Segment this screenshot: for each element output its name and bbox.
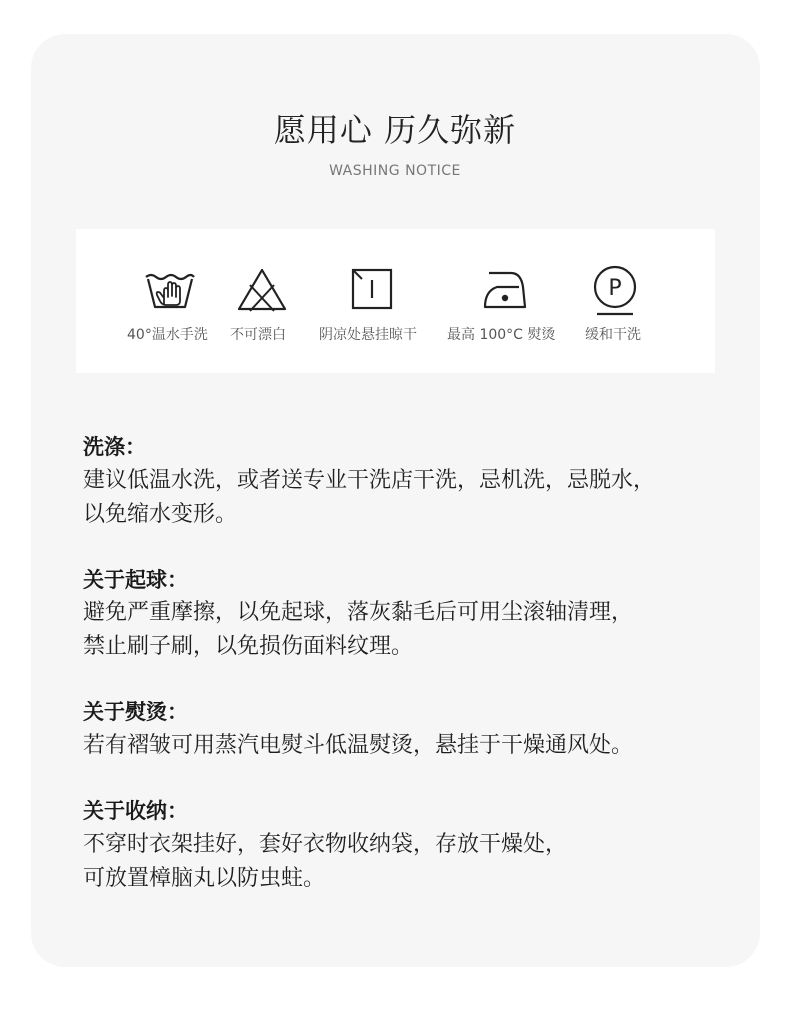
- washing-section-title: 洗涤：: [83, 435, 146, 459]
- storage-section-title: 关于收纳：: [83, 799, 188, 823]
- page-title: 愿用心 历久弥新: [273, 111, 517, 149]
- line-dry-shade-label: 阴凉处悬挂晾干: [319, 327, 417, 343]
- pilling-section-title: 关于起球：: [83, 568, 188, 592]
- iron-label: 最高 100°C 熨烫: [447, 327, 556, 343]
- svg-text:P: P: [608, 276, 622, 301]
- page-subtitle: WASHING NOTICE: [329, 163, 461, 179]
- care-icons-panel: [76, 229, 715, 373]
- no-bleach-label: 不可漂白: [230, 327, 286, 343]
- iron-icon: [481, 267, 529, 313]
- no-bleach-icon: [236, 267, 288, 313]
- hand-wash-icon: [144, 267, 196, 313]
- pilling-line-2: 禁止刷子刷，以免损伤面料纹理。: [83, 634, 414, 659]
- storage-line-2: 可放置樟脑丸以防虫蛀。: [83, 866, 326, 891]
- pilling-line-1: 避免严重摩擦，以免起球，落灰黏毛后可用尘滚轴清理，: [83, 600, 634, 625]
- ironing-line-1: 若有褶皱可用蒸汽电熨斗低温熨烫，悬挂于干燥通风处。: [83, 733, 634, 758]
- dry-clean-p-icon: [591, 265, 639, 317]
- ironing-section-title: 关于熨烫：: [83, 700, 188, 724]
- storage-line-1: 不穿时衣架挂好，套好衣物收纳袋，存放干燥处，: [83, 832, 568, 857]
- line-dry-shade-icon: [349, 266, 395, 312]
- washing-line-2: 以免缩水变形。: [83, 502, 238, 527]
- washing-line-1: 建议低温水洗，或者送专业干洗店干洗，忌机洗，忌脱水，: [83, 468, 656, 493]
- hand-wash-label: 40°温水手洗: [127, 327, 208, 343]
- dry-clean-p-label: 缓和干洗: [585, 327, 641, 343]
